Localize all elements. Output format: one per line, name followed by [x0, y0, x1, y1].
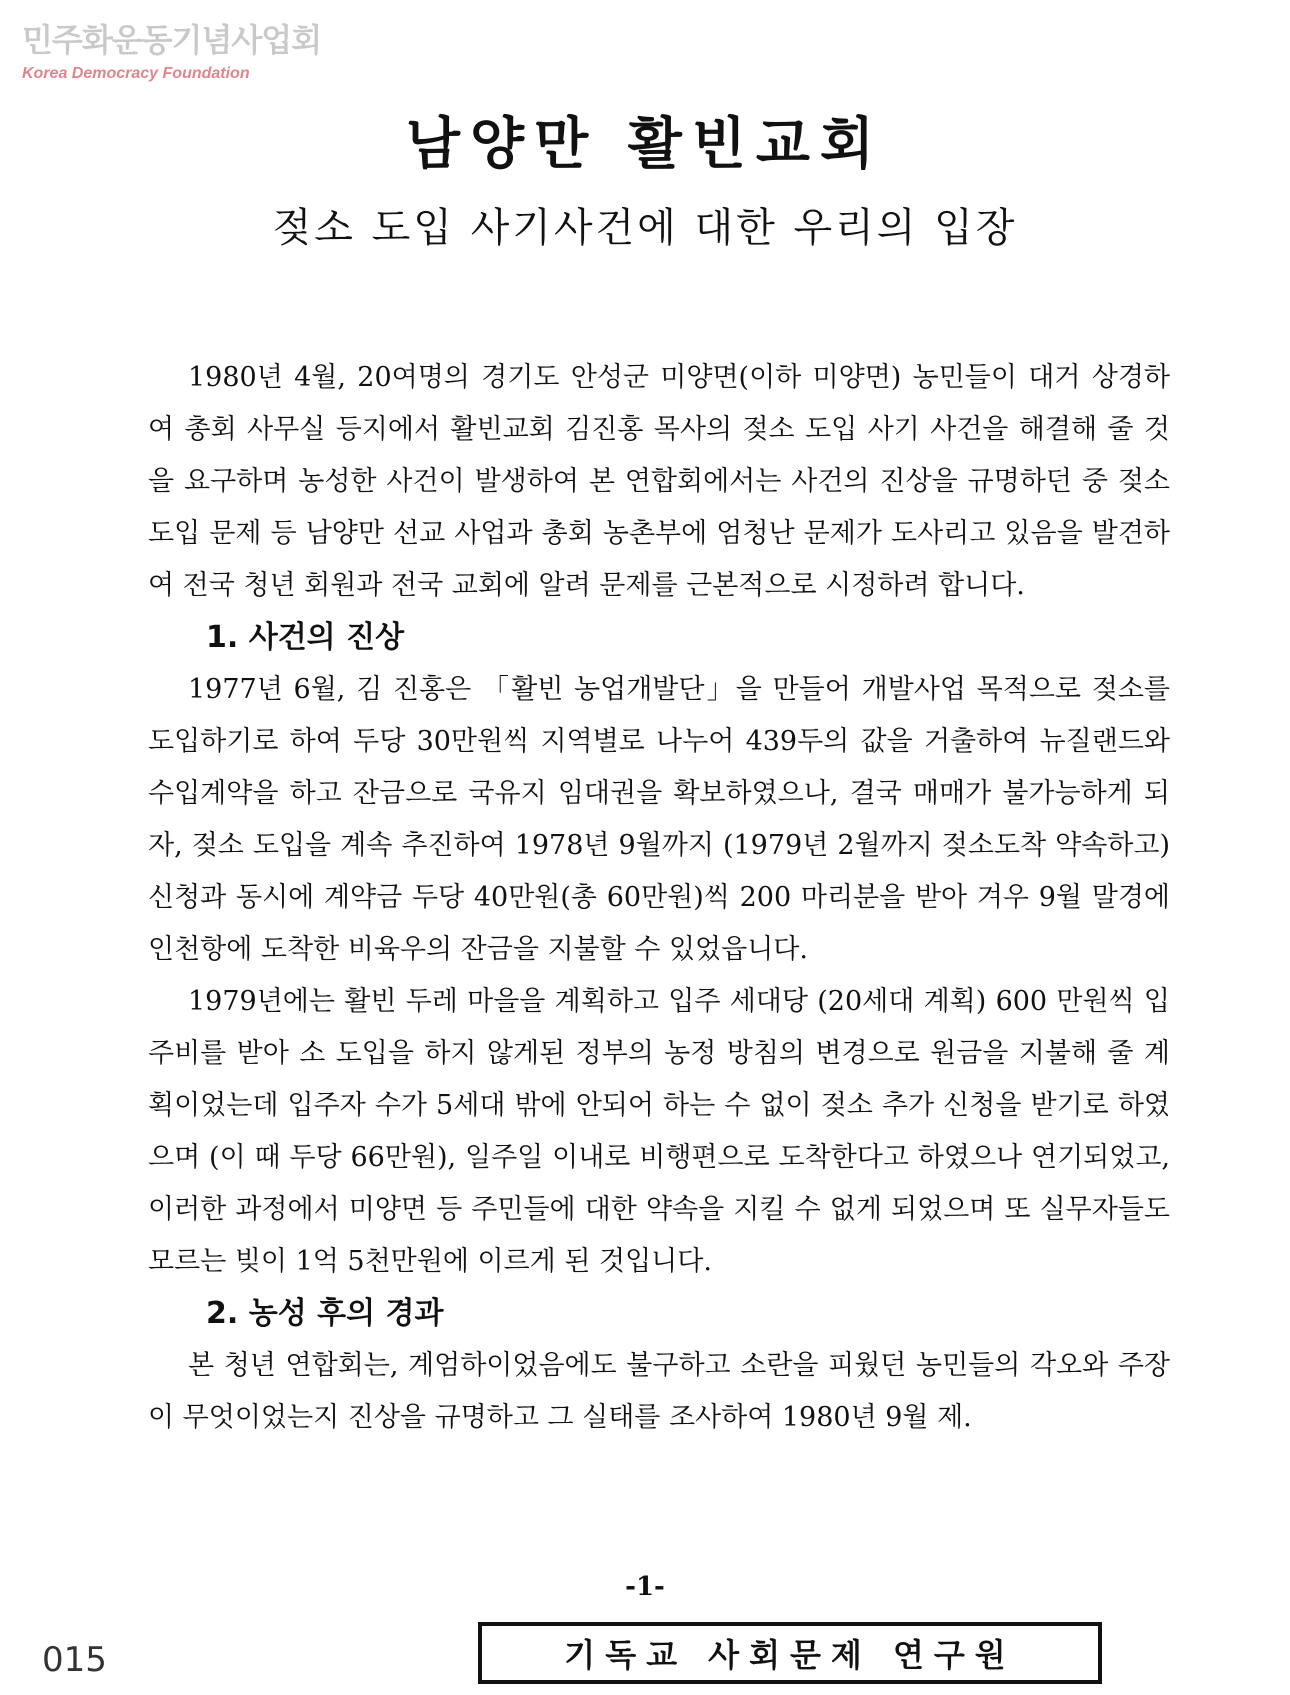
section-heading-1: 1. 사건의 진상: [206, 620, 405, 655]
section-heading-2: 2. 농성 후의 경과: [206, 1296, 444, 1331]
document-code: 015: [42, 1640, 107, 1680]
section-2-paragraph-1: 본 청년 연합회는, 계엄하이었음에도 불구하고 소란을 피웠던 농민들의 각오와 주장이 무엇이었는지 진상을 규명하고 그 실태를 조사하여 1980년 9월 제.: [148, 1350, 1170, 1433]
page-number: -1-: [625, 1572, 665, 1602]
watermark-org-korean: 민주화운동기념사업회: [22, 21, 322, 59]
watermark: [22, 20, 321, 84]
document-body: [148, 352, 1170, 1444]
stamp-text: 기독교 사회문제 연구원: [564, 1636, 1016, 1674]
watermark-org-english: Korea Democracy Foundation: [22, 65, 250, 82]
institute-stamp: [478, 1622, 1102, 1684]
document-subtitle: 젖소 도입 사기사건에 대한 우리의 입장: [272, 205, 1018, 251]
section-1-paragraph-2: 1979년에는 활빈 두레 마을을 계획하고 입주 세대당 (20세대 계획) 600 만원씩 입주비를 받아 소 도입을 하지 않게된 정부의 농정 방침의 변경으로 원금을 지불해 줄 계획이었는데 입주자 수가 5세대 밖에 안되어 하는 수 없이 젖소 추가 신청을 받기로 하였으며 (이 때 두당 66만원), 일주일 이내로 비행편으로 도착한다고 하였으나 연기되었고, 이러한 과정에서 미양면 등 주민들에 대한 약속을 지킬 수 없게 되었으며 또 실무자들도 모르는 빚이 1억 5천만원에 이르게 된 것입니다.: [148, 986, 1170, 1277]
intro-paragraph: 1980년 4월, 20여명의 경기도 안성군 미양면(이하 미양면) 농민들이 대거 상경하여 총회 사무실 등지에서 활빈교회 김진홍 목사의 젖소 도입 사기 사건을 해결해 줄 것을 요구하며 농성한 사건이 발생하여 본 연합회에서는 사건의 진상을 규명하던 중 젖소도입 문제 등 남양만 선교 사업과 총회 농촌부에 엄청난 문제가 도사리고 있음을 발견하여 전국 청년 회원과 전국 교회에 알려 문제를 근본적으로 시정하려 합니다.: [148, 362, 1170, 601]
section-1-paragraph-1: 1977년 6월, 김 진홍은 「활빈 농업개발단」을 만들어 개발사업 목적으로 젖소를 도입하기로 하여 두당 30만원씩 지역별로 나누어 439두의 값을 거출하여 뉴질랜드와 수입계약을 하고 잔금으로 국유지 임대권을 확보하였으나, 결국 매매가 불가능하게 되자, 젖소 도입을 계속 추진하여 1978년 9월까지 (1979년 2월까지 젖소도착 약속하고) 신청과 동시에 계약금 두당 40만원(총 60만원)씩 200 마리분을 받아 겨우 9월 말경에 인천항에 도착한 비육우의 잔금을 지불할 수 있었읍니다.: [148, 674, 1170, 965]
document-title: 남양만 활빈교회: [405, 112, 885, 177]
